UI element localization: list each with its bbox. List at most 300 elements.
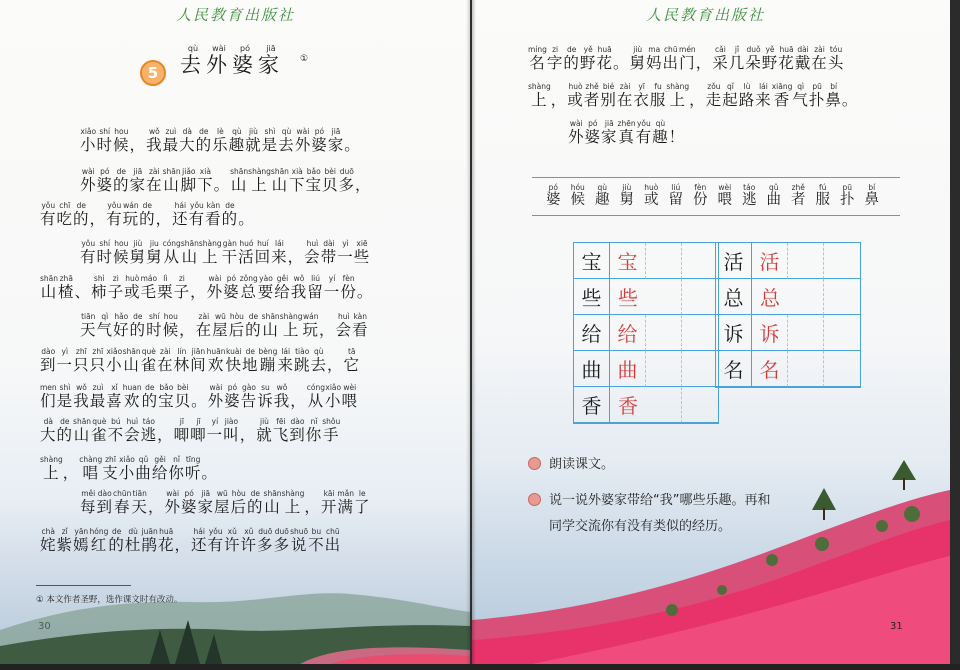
passage-line xyxy=(80,490,371,517)
passage-char: 婆pó xyxy=(224,383,241,410)
grid-empty-cell xyxy=(682,387,718,423)
passage-char: ， xyxy=(239,426,257,444)
passage-char: ， xyxy=(695,54,713,72)
grid-char: 给 xyxy=(574,315,610,351)
passage-char: 带dài xyxy=(320,239,338,266)
passage-char: 候hou xyxy=(162,312,180,339)
passage-char: 每měi xyxy=(80,489,97,516)
vocab-char: 喂wèi xyxy=(717,183,732,208)
passage-char: 戴dài xyxy=(794,45,812,72)
passage-char: 名míng xyxy=(528,45,547,72)
passage-char: 一yì xyxy=(337,239,354,266)
passage-line xyxy=(40,202,255,229)
azalea-hill-scenery xyxy=(472,440,950,664)
passage-char: 最zuì xyxy=(162,127,180,154)
passage-char: 在zài xyxy=(616,82,634,109)
vocab-char: 舅jiù xyxy=(619,183,634,208)
grid-empty-cell xyxy=(788,351,824,387)
passage-char: 些xiē xyxy=(353,239,371,266)
passage-char: 家jiā xyxy=(327,127,345,154)
passage-char: 。 xyxy=(201,464,218,482)
passage-char: 唧jī xyxy=(190,417,207,444)
passage-char: 后hòu xyxy=(228,312,246,339)
passage-char: 屋wū xyxy=(212,312,229,339)
passage-char: 婆pó xyxy=(311,127,328,154)
passage-char: 气qì xyxy=(96,312,114,339)
passage-char: 只zhī xyxy=(89,347,107,374)
passage-char: 大dà xyxy=(179,127,196,154)
passage-char: 玩wán xyxy=(302,312,319,339)
passage-char: 野yě xyxy=(579,45,597,72)
passage-line xyxy=(40,384,358,411)
passage-char: 有yǒu xyxy=(207,527,225,554)
passage-char: 出chū xyxy=(324,527,342,554)
vocabulary-list xyxy=(546,184,879,209)
passage-line xyxy=(80,240,370,267)
passage-char: 舅jiù xyxy=(629,45,646,72)
passage-char: 柿shì xyxy=(91,274,108,301)
grid-empty-cell xyxy=(824,351,860,387)
passage-char: 许xǔ xyxy=(240,527,258,554)
grid-char-red: 些 xyxy=(610,279,646,315)
grid-char: 曲 xyxy=(574,351,610,387)
passage-char: 我wǒ xyxy=(290,274,308,301)
passage-char: 趣qù xyxy=(652,119,669,146)
bottom-edge xyxy=(0,664,960,670)
passage-char: 给gěi xyxy=(274,274,291,301)
passage-char: 总zǒng xyxy=(239,274,258,301)
passage-char: 花huā xyxy=(778,45,795,72)
passage-char: ！ xyxy=(668,128,686,146)
passage-char: 上shàng xyxy=(198,239,222,266)
passage-char: 天tiān xyxy=(80,312,97,339)
passage-char: 听tīng xyxy=(184,455,202,482)
passage-char: 份fèn xyxy=(340,274,357,301)
passage-char: 给gěi xyxy=(151,455,169,482)
passage-char: 小xiǎo xyxy=(324,383,342,410)
passage-char: 的de xyxy=(563,45,580,72)
passage-char: 几jǐ xyxy=(728,45,746,72)
task-2 xyxy=(528,489,770,508)
passage-char: 姹chà xyxy=(40,527,57,554)
passage-char: 玩wán xyxy=(122,201,140,228)
passage-char: 的de xyxy=(139,201,156,228)
passage-char: 。 xyxy=(213,176,231,194)
passage-char: ， xyxy=(147,498,165,516)
passage-line xyxy=(40,418,340,445)
passage-char: 外wài xyxy=(207,383,225,410)
grid-char: 总 xyxy=(716,279,752,315)
passage-char: 来lái xyxy=(277,347,294,374)
lesson-number-badge: 5 xyxy=(140,60,166,86)
passage-char: 婆pó xyxy=(223,274,240,301)
passage-char: 我wǒ xyxy=(273,383,291,410)
passage-char: 林lín xyxy=(173,347,191,374)
passage-char: 是shì xyxy=(261,127,279,154)
passage-char: 字zi xyxy=(546,45,564,72)
passage-char: 就jiù xyxy=(256,417,273,444)
passage-char: 跳tiào xyxy=(293,347,311,374)
passage-char: 舅jiu xyxy=(146,239,163,266)
passage-char: 的de xyxy=(113,167,130,194)
passage-char: 香xiāng xyxy=(771,82,793,109)
passage-line xyxy=(528,83,858,110)
passage-char: 多duō xyxy=(257,527,274,554)
passage-char: 上shàng xyxy=(281,489,305,516)
passage-char: 在zài xyxy=(146,167,163,194)
passage-char: 有yǒu xyxy=(80,239,97,266)
passage-char: 宝bǎo xyxy=(158,383,175,410)
grid-char-red: 香 xyxy=(610,387,646,423)
passage-char: 脚jiǎo xyxy=(180,167,198,194)
passage-char: 我wǒ xyxy=(146,127,163,154)
lesson-title xyxy=(180,44,284,79)
title-char: 外wài xyxy=(206,44,232,77)
passage-char: 起qǐ xyxy=(722,82,739,109)
passage-char: 候hou xyxy=(113,127,130,154)
passage-char: 间jiān xyxy=(190,347,207,374)
passage-char: 、 xyxy=(74,283,92,301)
publisher-logo: 人民教育出版社 xyxy=(176,6,296,24)
vocab-char: 或huò xyxy=(644,183,659,208)
passage-char: ， xyxy=(290,392,307,410)
grid-char-red: 诉 xyxy=(752,315,788,351)
passage-char: 紫zǐ xyxy=(56,527,74,554)
passage-char: 告gào xyxy=(240,383,258,410)
passage-char: 。 xyxy=(191,392,208,410)
task-2-continued: 同学交流你有没有类似的经历。 xyxy=(549,519,732,534)
passage-char: 栗lì xyxy=(157,274,174,301)
passage-char: 路lù xyxy=(738,82,756,109)
vocab-char: 鼻bí xyxy=(864,183,879,208)
grid-char-red: 名 xyxy=(752,351,788,387)
passage-char: 看kàn xyxy=(205,201,222,228)
passage-char: ， xyxy=(89,210,107,228)
grid-empty-cell xyxy=(824,315,860,351)
passage-char: 或huò xyxy=(567,82,584,109)
grid-empty-cell xyxy=(646,351,682,387)
passage-char: 会huì xyxy=(124,417,141,444)
passage-char: 时shí xyxy=(96,127,114,154)
passage-char: 服fu xyxy=(649,82,667,109)
vocab-char: 候hóu xyxy=(570,183,585,208)
passage-line xyxy=(40,528,341,555)
passage-char: 到dào xyxy=(289,417,306,444)
grid-empty-cell xyxy=(646,315,682,351)
grid-empty-cell xyxy=(824,279,860,315)
passage-char: ， xyxy=(689,91,706,109)
passage-char: 喜xǐ xyxy=(106,383,123,410)
passage-char: 婆pó xyxy=(96,167,114,194)
grid-char-red: 宝 xyxy=(610,243,646,279)
passage-char: 一yí xyxy=(206,417,224,444)
passage-char: 飞fēi xyxy=(272,417,290,444)
passage-line xyxy=(40,456,218,483)
passage-char: 外wài xyxy=(294,127,312,154)
passage-char: 杜dù xyxy=(124,527,142,554)
grid-char: 活 xyxy=(716,243,752,279)
passage-char: ， xyxy=(550,91,568,109)
passage-char: 来lái xyxy=(755,82,772,109)
passage-char: 红hóng xyxy=(89,527,109,554)
passage-line xyxy=(80,128,361,155)
grid-char: 宝 xyxy=(574,243,610,279)
passage-char: 扑pū xyxy=(808,82,826,109)
passage-char: ， xyxy=(355,176,372,194)
passage-char: 天tiān xyxy=(131,489,148,516)
passage-char: 者zhě xyxy=(583,82,601,109)
footnote: ① 本文作者圣野，选作课文时有改动。 xyxy=(36,595,183,605)
passage-char: 。 xyxy=(356,283,374,301)
passage-char: 欢huān xyxy=(206,347,226,374)
mountain-scenery-left xyxy=(0,560,470,664)
footnote-mark: ① xyxy=(300,54,309,64)
writing-grid-right xyxy=(715,242,861,388)
passage-char: 外wài xyxy=(206,274,224,301)
passage-char: ， xyxy=(157,426,174,444)
grid-char-red: 总 xyxy=(752,279,788,315)
grid-empty-cell xyxy=(682,279,718,315)
passage-char: 雀què xyxy=(140,347,158,374)
passage-char: 的de xyxy=(129,312,147,339)
passage-char: 子zi xyxy=(107,274,125,301)
passage-char: 。 xyxy=(344,136,361,154)
passage-char: 有yǒu xyxy=(635,119,653,146)
grid-char: 诉 xyxy=(716,315,752,351)
passage-char: 快kuài xyxy=(225,347,243,374)
passage-char: 。 xyxy=(841,91,859,109)
passage-char: 就jiù xyxy=(245,127,262,154)
passage-char: 下xià xyxy=(288,167,306,194)
passage-char: 山shān xyxy=(261,312,280,339)
passage-char: 在zài xyxy=(157,347,174,374)
passage-char: 唱chàng xyxy=(79,455,103,482)
passage-char: 在zài xyxy=(811,45,828,72)
passage-char: ， xyxy=(62,464,80,482)
vocab-char: 曲qǔ xyxy=(766,183,781,208)
vocab-char: 趣qù xyxy=(595,183,610,208)
passage-char: 家jiā xyxy=(601,119,618,146)
passage-char: 家jiā xyxy=(129,167,147,194)
passage-char: 婆pó xyxy=(180,489,198,516)
passage-char: 一yí xyxy=(323,274,341,301)
passage-char: 小xiǎo xyxy=(80,127,97,154)
passage-char: 大dà xyxy=(40,417,57,444)
grid-empty-cell xyxy=(788,315,824,351)
passage-char: 们men xyxy=(40,383,57,410)
vocab-char: 份fèn xyxy=(693,183,708,208)
passage-char: 的de xyxy=(245,312,262,339)
passage-char: 去qù xyxy=(310,347,327,374)
passage-char: 山shān xyxy=(40,274,59,301)
passage-char: 要yào xyxy=(257,274,275,301)
passage-char: 山shān xyxy=(263,489,282,516)
passage-char: ， xyxy=(326,356,344,374)
passage-char: 从cóng xyxy=(162,239,181,266)
task-1-text: 朗读课文。 xyxy=(549,457,615,472)
passage-char: 只zhī xyxy=(73,347,90,374)
passage-char: 乐lè xyxy=(212,127,229,154)
passage-char: 嫣yān xyxy=(73,527,90,554)
passage-char: ， xyxy=(174,536,191,554)
passage-char: 有yǒu xyxy=(106,201,123,228)
passage-char: 时shí xyxy=(96,239,114,266)
passage-char: 多duō xyxy=(273,527,291,554)
passage-char: 雀què xyxy=(91,417,108,444)
passage-char: 野yě xyxy=(761,45,779,72)
grid-empty-cell xyxy=(682,351,718,387)
page-number-right: 31 xyxy=(890,621,903,632)
passage-char: 的de xyxy=(195,127,213,154)
passage-char: ， xyxy=(179,321,196,339)
passage-char: 上shàng xyxy=(666,82,690,109)
passage-char: 下xià xyxy=(197,167,214,194)
right-edge xyxy=(950,0,960,670)
passage-char: 上shàng xyxy=(248,167,271,194)
passage-char: 候hou xyxy=(113,239,130,266)
passage-line xyxy=(40,275,373,302)
vocab-char: 留liú xyxy=(668,183,683,208)
passage-char: 说shuō xyxy=(290,527,309,554)
passage-line xyxy=(40,348,360,375)
passage-char: 曲qǔ xyxy=(135,455,152,482)
passage-char: ， xyxy=(318,321,336,339)
left-page xyxy=(0,0,470,664)
passage-char: 看kàn xyxy=(352,312,369,339)
vocab-char: 扑pū xyxy=(840,183,855,208)
task-1 xyxy=(528,453,614,472)
passage-char: 唧jī xyxy=(173,417,191,444)
vocab-char: 服fú xyxy=(815,183,830,208)
passage-char: 朵duǒ xyxy=(745,45,762,72)
grid-empty-cell xyxy=(646,243,682,279)
passage-char: 山shān xyxy=(122,347,141,374)
passage-char: 欢huan xyxy=(122,383,142,410)
grid-empty-cell xyxy=(646,387,682,423)
passage-line xyxy=(568,120,685,147)
passage-char: 别bié xyxy=(600,82,617,109)
vocab-char: 者zhě xyxy=(791,183,806,208)
vocab-char: 婆pó xyxy=(546,183,561,208)
passage-char: 我wǒ xyxy=(73,383,90,410)
publisher-logo-right: 人民教育出版社 xyxy=(646,6,766,24)
passage-char: 趣qù xyxy=(228,127,246,154)
passage-char: 小xiǎo xyxy=(118,455,136,482)
grid-char-red: 活 xyxy=(752,243,788,279)
passage-char: 毛máo xyxy=(140,274,158,301)
passage-char: ， xyxy=(287,248,305,266)
vocab-char: 逃táo xyxy=(742,183,757,208)
passage-char: ， xyxy=(304,498,321,516)
passage-char: 后hòu xyxy=(230,489,248,516)
passage-line xyxy=(80,313,369,340)
passage-char: 山shān xyxy=(180,239,199,266)
passage-char: 春chūn xyxy=(113,489,132,516)
passage-line xyxy=(80,168,372,195)
passage-char: 花huā xyxy=(596,45,613,72)
grid-char-red: 曲 xyxy=(610,351,646,387)
passage-char: 在zài xyxy=(195,312,213,339)
passage-char: ， xyxy=(129,136,147,154)
grid-char: 名 xyxy=(716,351,752,387)
passage-char: 逃táo xyxy=(140,417,158,444)
passage-char: 活huó xyxy=(238,239,255,266)
passage-char: 你nǐ xyxy=(168,455,185,482)
passage-char: 外wài xyxy=(164,489,181,516)
passage-char: 会huì xyxy=(304,239,321,266)
grid-empty-cell xyxy=(824,243,860,279)
vocabulary-box xyxy=(532,177,900,216)
passage-char: 上shàng xyxy=(528,82,551,109)
passage-char: 走zǒu xyxy=(705,82,723,109)
passage-char: 支zhī xyxy=(102,455,119,482)
passage-char: 会huì xyxy=(335,312,352,339)
passage-char: 鼻bí xyxy=(825,82,842,109)
passage-char: 手shǒu xyxy=(322,417,341,444)
passage-char: 时shí xyxy=(146,312,163,339)
passage-char: 出chū xyxy=(662,45,680,72)
passage-char: 的de xyxy=(56,417,74,444)
passage-char: 从cóng xyxy=(306,383,325,410)
passage-char: ， xyxy=(155,210,173,228)
passage-char: 的de xyxy=(247,489,264,516)
passage-char: 上shàng xyxy=(40,455,63,482)
grid-char: 些 xyxy=(574,279,610,315)
passage-char: 多duō xyxy=(338,167,355,194)
passage-char: 了le xyxy=(354,489,371,516)
grid-empty-cell xyxy=(682,315,718,351)
passage-char: 山shān xyxy=(270,167,289,194)
passage-char: 山shān xyxy=(162,167,181,194)
passage-char: 诉su xyxy=(257,383,274,410)
passage-char: 开kāi xyxy=(320,489,338,516)
passage-char: 的de xyxy=(73,201,90,228)
task-bullet-icon xyxy=(528,457,541,470)
grid-empty-cell xyxy=(682,243,718,279)
passage-char: 到dào xyxy=(96,489,114,516)
passage-char: 来lái xyxy=(271,239,288,266)
passage-char: 是shì xyxy=(56,383,74,410)
passage-char: 。 xyxy=(238,210,255,228)
grid-empty-cell xyxy=(646,279,682,315)
passage-char: 山shān xyxy=(73,417,92,444)
passage-char: 的de xyxy=(141,383,159,410)
passage-char: 头tóu xyxy=(827,45,845,72)
writing-grid-left xyxy=(573,242,719,424)
passage-char: 不bu xyxy=(308,527,325,554)
passage-char: 妈ma xyxy=(645,45,663,72)
passage-char: 。 xyxy=(612,54,630,72)
passage-char: 吃chī xyxy=(56,201,74,228)
passage-char: 许xǔ xyxy=(224,527,241,554)
passage-line xyxy=(528,46,844,73)
grid-empty-cell xyxy=(788,279,824,315)
passage-char: 有yǒu xyxy=(188,201,206,228)
grid-char: 香 xyxy=(574,387,610,423)
task-2-text: 说一说外婆家带给“我”哪些乐趣。再和 xyxy=(549,493,771,508)
passage-char: 最zuì xyxy=(89,383,107,410)
passage-char: 喂wèi xyxy=(341,383,359,410)
passage-char: 屋wū xyxy=(214,489,231,516)
passage-char: 一yì xyxy=(56,347,74,374)
passage-char: 鹃juān xyxy=(141,527,158,554)
passage-char: 宝bǎo xyxy=(305,167,322,194)
passage-char: 或huò xyxy=(124,274,141,301)
title-char: 去qù xyxy=(180,44,206,77)
title-char: 家jiā xyxy=(258,44,284,77)
passage-char: 子zi xyxy=(173,274,191,301)
passage-char: 不bú xyxy=(107,417,125,444)
